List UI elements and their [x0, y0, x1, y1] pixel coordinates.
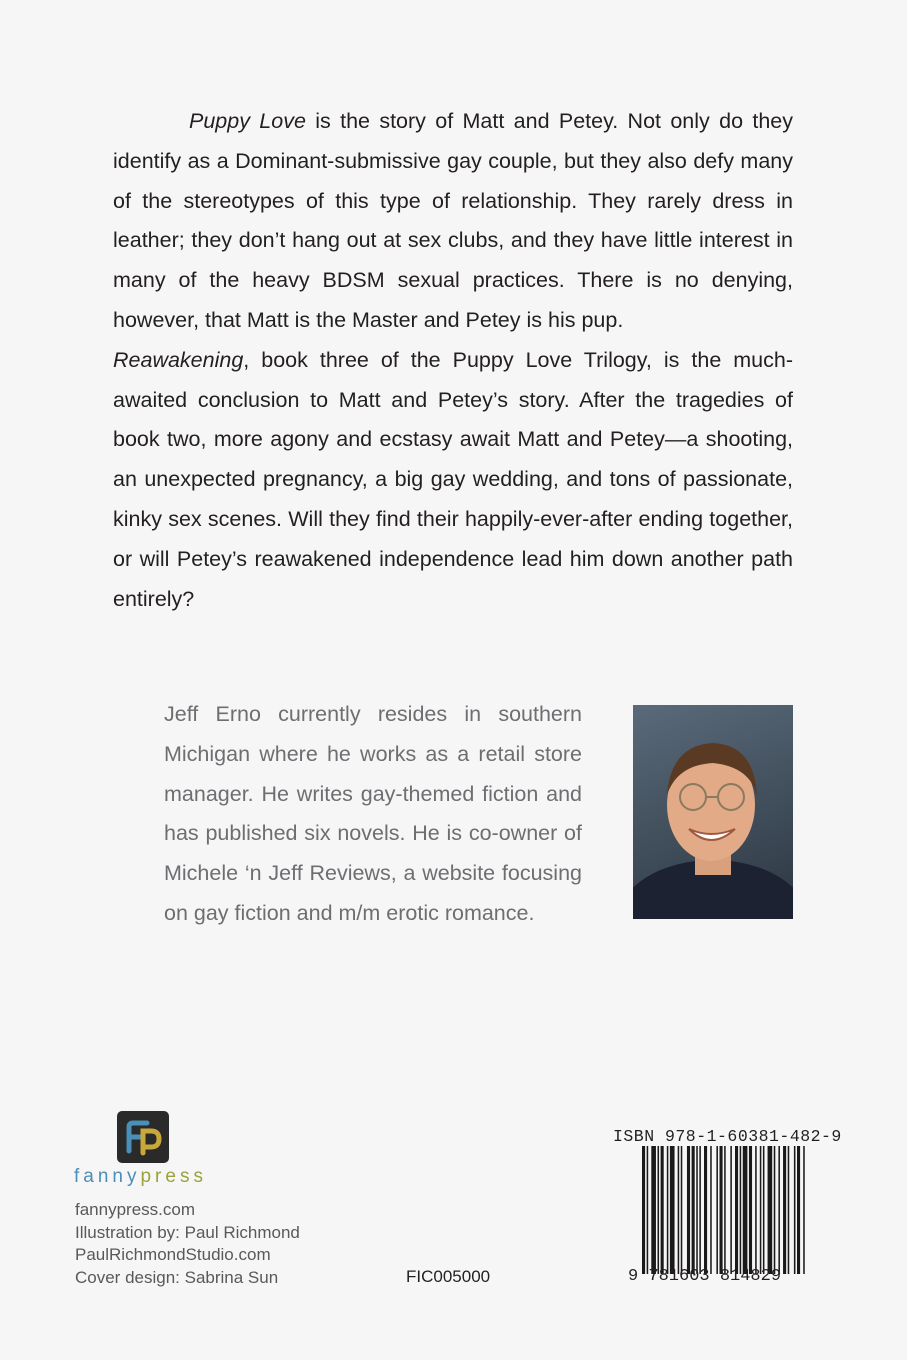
- illustration-credit: Illustration by: Paul Richmond: [75, 1222, 300, 1242]
- brand-part-1: fanny: [74, 1166, 141, 1187]
- blurb-paragraph-1: [113, 102, 793, 341]
- isbn-barcode: [628, 1146, 838, 1286]
- book-series-title: Puppy Love: [189, 109, 306, 133]
- publisher-website: fannypress.com: [75, 1200, 195, 1219]
- publisher-brand: [74, 1166, 207, 1188]
- blurb-paragraph-2: [113, 341, 793, 620]
- isbn-label: ISBN 978-1-60381-482-9: [613, 1127, 842, 1146]
- studio-website: PaulRichmondStudio.com: [75, 1245, 271, 1265]
- barcode-digits: 9 781603 814829: [628, 1267, 782, 1286]
- back-cover-blurb: [113, 102, 793, 619]
- bisac-code: FIC005000: [406, 1267, 491, 1286]
- blurb-text-2: , book three of the Puppy Love Trilogy, is the much-awaited conclusion to Matt and Petey’s story. After the tragedies of book two, more agony and ecstasy await Matt and Petey—a shooting, an unexpected pregnancy, a big gay wedding, and tons of passionate, kinky sex scenes. Will they find their happily-ever-after ending together, or will Petey’s reawakened independence lead him down another path entirely?: [113, 347, 793, 611]
- brand-part-2: press: [140, 1166, 207, 1187]
- fannypress-logo: [117, 1111, 169, 1163]
- credits: [75, 1199, 300, 1289]
- cover-design-credit: Cover design: Sabrina Sun: [75, 1267, 279, 1287]
- blurb-text-1: is the story of Matt and Petey. Not only do they identify as a Dominant-submissive gay couple, but they also defy many of the stereotypes of this type of relationship. They rarely dress in leather; they don’t hang out at sex clubs, and they have little interest in many of the heavy BDSM sexual practices. There is no denying, however, that Matt is the Master and Petey is his pup.: [113, 109, 793, 332]
- author-bio: Jeff Erno currently resides in southern Michigan where he works as a retail store manager. He writes gay-themed fiction and has published six novels. He is co-owner of Michele ‘n Jeff Reviews, a website focusing on gay fiction and m/m erotic romance.: [164, 702, 582, 925]
- book-title: Reawakening: [113, 347, 244, 372]
- author-photo: [633, 705, 793, 919]
